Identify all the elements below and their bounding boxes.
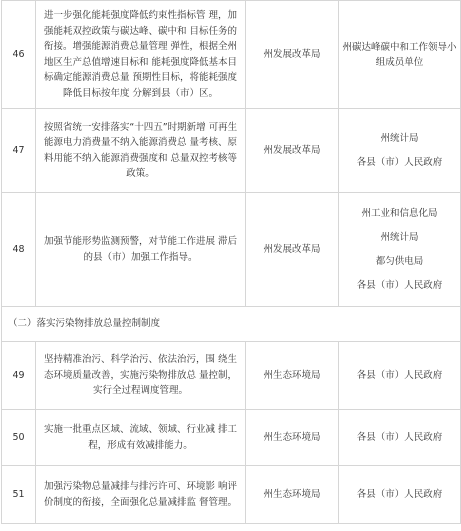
lead-unit: 州生态环境局 xyxy=(246,342,339,410)
task-content: 实施一批重点区域、流域、领域、行业减 排工程，形成有效减排能力。 xyxy=(36,410,246,466)
lead-unit: 州发展改革局 xyxy=(246,1,339,109)
row-number: 46 xyxy=(2,1,36,109)
responsible-units xyxy=(339,410,461,466)
responsible-unit: 州碳达峰碳中和工作领导小组成员单位 xyxy=(342,41,457,68)
row-number: 47 xyxy=(2,109,36,193)
responsible-unit: 各县（市）人民政府 xyxy=(356,432,443,443)
lead-unit: 州发展改革局 xyxy=(246,193,339,307)
task-content: 坚持精准治污、科学治污、依法治污，围 绕生态环境质量改善，实施污染物排放总 量控制，实行全过程调度管理。 xyxy=(36,342,246,410)
table-row-49 xyxy=(2,342,461,410)
responsible-units xyxy=(339,193,461,307)
section-heading: （二）落实污染物排放总量控制制度 xyxy=(2,307,461,342)
responsible-unit: 各县（市）人民政府 xyxy=(356,280,443,291)
task-content: 加强节能形势监测预警，对节能工作进展 滞后的县（市）加强工作指导。 xyxy=(36,193,246,307)
lead-unit: 州生态环境局 xyxy=(246,410,339,466)
responsible-unit: 各县（市）人民政府 xyxy=(356,370,443,381)
table-row-47 xyxy=(2,109,461,193)
lead-unit: 州生态环境局 xyxy=(246,466,339,524)
responsible-unit: 州统计局 xyxy=(380,232,419,243)
responsible-units xyxy=(339,109,461,193)
responsible-unit: 州统计局 xyxy=(380,133,419,144)
task-content: 进一步强化能耗强度降低约束性指标管 理，加强能耗双控政策与碳达峰、碳中和 目标任务的衔接。增强能源消费总量管理 弹性，根据全州地区生产总值增速目标和 能耗强度降低基本目标确定能源消费总量 预期性目标，将能耗强度降低目标按年度 分解到县（市）区。 xyxy=(36,1,246,109)
task-table xyxy=(1,0,461,524)
table-row-46 xyxy=(2,1,461,109)
responsible-unit: 各县（市）人民政府 xyxy=(356,489,443,500)
responsible-unit: 各县（市）人民政府 xyxy=(356,157,443,168)
table-row-51 xyxy=(2,466,461,524)
task-content: 按照省统一安排落实“十四五”时期新增 可再生能源电力消费量不纳入能源消费总 量考核、原料用能不纳入能源消费强度和 总量双控考核等政策。 xyxy=(36,109,246,193)
lead-unit: 州发展改革局 xyxy=(246,109,339,193)
table-row-48 xyxy=(2,193,461,307)
responsible-unit: 州工业和信息化局 xyxy=(361,208,438,219)
table-row-50 xyxy=(2,410,461,466)
responsible-unit: 都匀供电局 xyxy=(375,256,424,267)
row-number: 50 xyxy=(2,410,36,466)
row-number: 48 xyxy=(2,193,36,307)
task-content: 加强污染物总量减排与排污许可、环境影 响评价制度的衔接，全面强化总量减排监 督管理。 xyxy=(36,466,246,524)
responsible-units xyxy=(339,466,461,524)
responsible-units xyxy=(339,1,461,109)
row-number: 51 xyxy=(2,466,36,524)
responsible-units xyxy=(339,342,461,410)
section-row xyxy=(2,307,461,342)
row-number: 49 xyxy=(2,342,36,410)
